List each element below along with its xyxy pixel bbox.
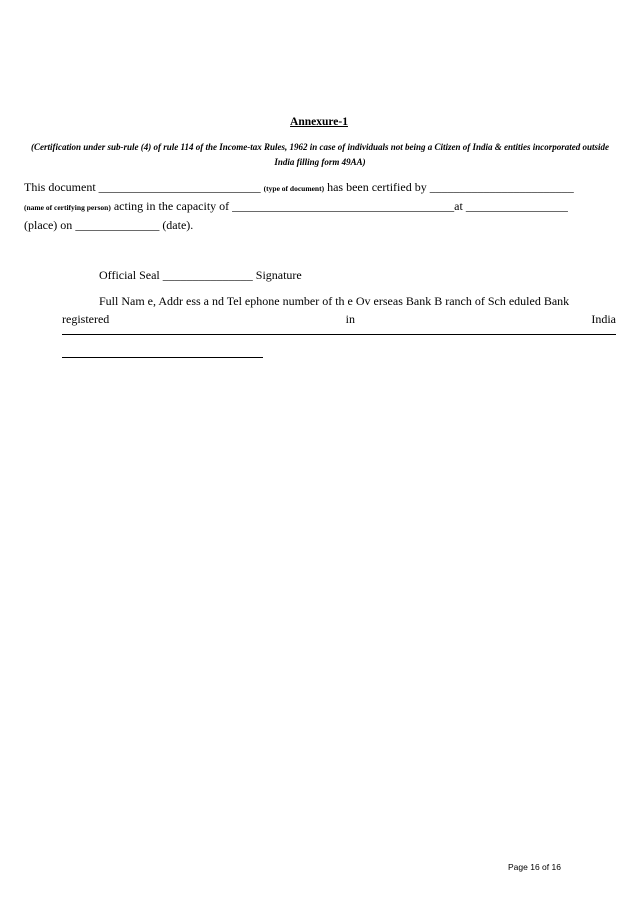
annexure-title: Annexure-1 [290, 116, 348, 128]
document-type-blank: ___________________________ [98, 180, 261, 194]
india-word: India [591, 312, 616, 326]
page-number: Page 16 of 16 [508, 862, 561, 872]
certification-line-3 [24, 216, 616, 235]
bank-details-blank-line-2 [62, 357, 263, 358]
name-of-certifying-person-note: (name of certifying person) [24, 203, 111, 212]
annexure-subtitle: (Certification under sub-rule (4) of rule 114 of the Income-tax Rules, 1962 in case of individuals not being a Citizen of India & entities incorporated outside India filling form 49AA) [30, 142, 610, 167]
official-seal-blank: _______________ [162, 268, 253, 282]
place-blank: _________________ [465, 199, 568, 213]
signature-label: Signature [255, 268, 302, 282]
date-blank: ______________ [75, 218, 160, 232]
cert-text-at: at [454, 199, 463, 213]
type-of-document-note: (type of document) [263, 184, 325, 193]
cert-text-capacity: acting in the capacity of [113, 199, 230, 213]
in-word: in [345, 312, 355, 326]
cert-text-date: (date). [162, 218, 194, 232]
registered-word: registered [62, 312, 110, 326]
certification-line-2 [24, 197, 616, 217]
cert-text-certified-by: has been certified by [327, 180, 427, 194]
capacity-blank: _____________________________________ [232, 199, 455, 213]
official-seal-line [99, 268, 302, 283]
bank-registered-line [62, 312, 616, 327]
official-seal-label: Official Seal [99, 268, 160, 282]
bank-details-label: Full Nam e, Addr ess a nd Tel ephone number of th e Ov erseas Bank B ranch of Sch eduled Bank [99, 294, 570, 308]
certification-line-1 [24, 178, 616, 198]
certifier-name-blank: ________________________ [429, 180, 574, 194]
cert-text-this-document: This document [24, 180, 96, 194]
cert-text-place-on: (place) on [24, 218, 73, 232]
bank-details-blank-line-1 [62, 334, 616, 335]
